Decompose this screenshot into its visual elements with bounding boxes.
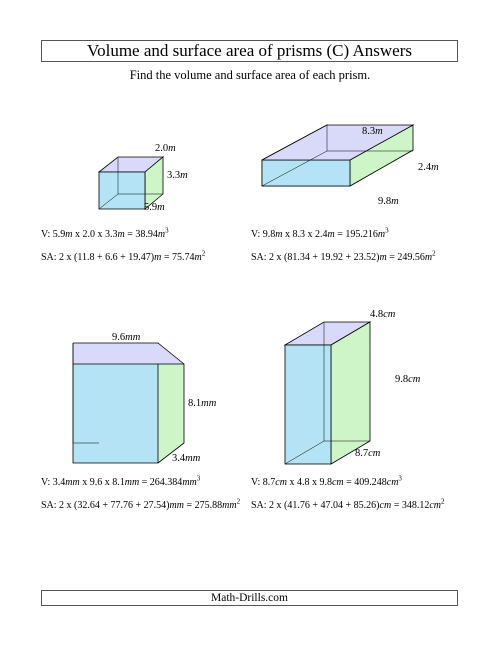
prism-3-length-label: 3.4mm (172, 453, 201, 464)
prism-4-height-label: 9.8cm (395, 374, 421, 385)
instructions: Find the volume and surface area of each prism. (129, 68, 371, 82)
prism-3-top-outline (73, 343, 184, 364)
prism-1-volume: V: 5.9m x 2.0 x $3.3m = 38.94m^3$ (41, 226, 169, 240)
footer (41, 590, 458, 606)
prism-1-width-label: 2.0m (155, 143, 176, 154)
prism-2-volume: V: 9.8m x 8.3 x $2.4m = 195.216m^3$ (251, 226, 389, 240)
prism-4-volume: V: 8.7cm x 4.8 x $9.8cm = 409.248cm^3$ (251, 474, 402, 488)
prism-2-width-label: 8.3m (362, 126, 383, 137)
prism-2-length-label: 9.8m (378, 196, 399, 207)
prism-3 (73, 332, 217, 464)
prism-4-surface-area: SA: 2 x $(41.76 + 47.04 + 85.26)cm = 348.12cm^2$ (251, 497, 445, 511)
prism-3-front-overlay (73, 364, 158, 463)
prism-4-width-label: 4.8cm (370, 309, 396, 320)
prism-3-height-label: 8.1mm (188, 398, 217, 409)
prism-3-volume: V: 3.4mm x 9.6 x $8.1mm = 264.384mm^3$ (41, 474, 201, 488)
prism-4-length-label: 8.7cm (355, 448, 381, 459)
prism-1-surface-area: SA: 2 x $(11.8 + 6.6 + 19.47)m = 75.74m^2$ (41, 249, 206, 263)
prism-1-length-label: 5.9m (144, 202, 165, 213)
prism-4-side-face (331, 322, 370, 464)
prism-1 (99, 143, 188, 213)
prism-2-front-face (262, 160, 350, 186)
footer-text: Math-Drills.com (211, 592, 288, 604)
prism-2-height-label: 2.4m (418, 162, 439, 173)
title-text: Volume and surface area of prisms (C) Answers (87, 41, 412, 60)
prism-3-width-label: 9.6mm (112, 332, 141, 343)
prism-3-side-face (158, 364, 184, 463)
prism-2-surface-area: SA: 2 x $(81.34 + 19.92 + 23.52)m = 249.56m^2$ (251, 249, 436, 263)
prism-4 (285, 309, 421, 464)
prism-2 (262, 125, 439, 207)
prism-3-surface-area: SA: 2 x $(32.64 + 77.76 + 27.54)mm = 275.88mm^2$ (41, 497, 241, 511)
prism-1-height-label: 3.3m (167, 170, 188, 181)
